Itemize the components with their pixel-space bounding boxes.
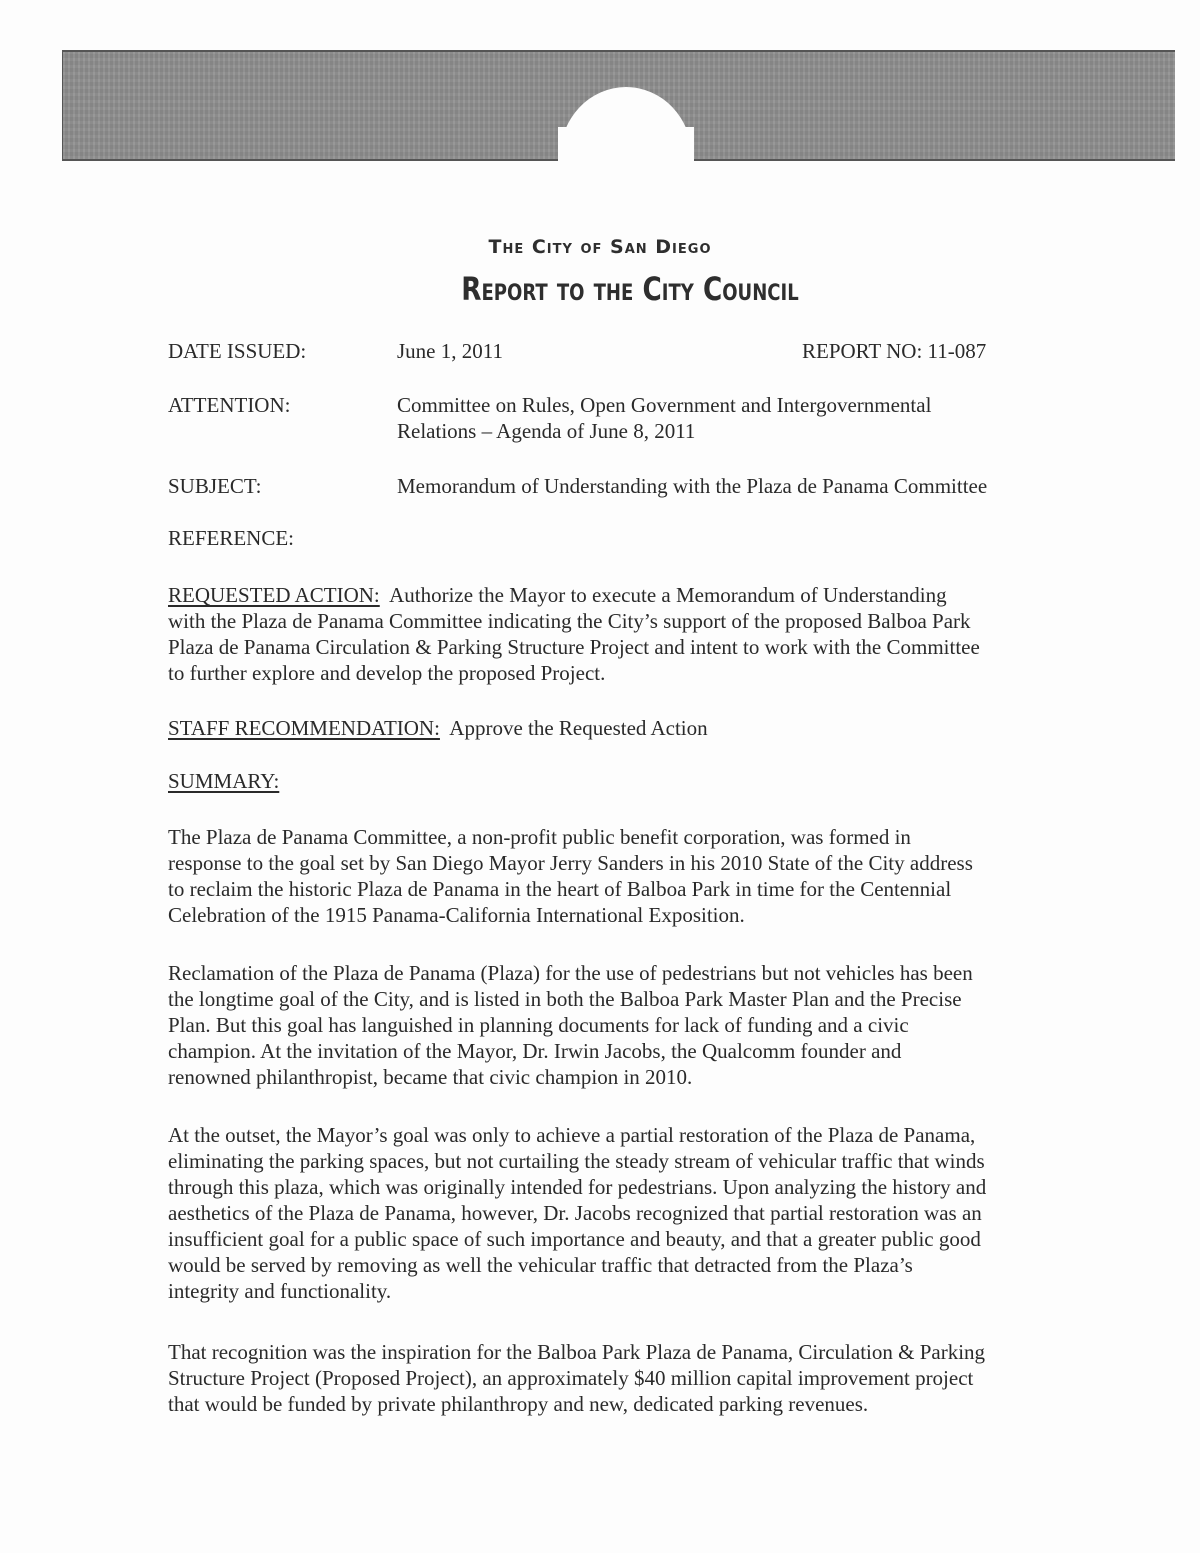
attention-line: Relations – Agenda of June 8, 2011 bbox=[397, 419, 696, 443]
requested-action-line: with the Plaza de Panama Committee indicating the City’s support of the proposed Balboa Park bbox=[168, 609, 971, 633]
paragraph-line: the longtime goal of the City, and is listed in both the Balboa Park Master Plan and the Precise bbox=[168, 987, 962, 1011]
requested-action-section bbox=[168, 582, 1088, 686]
date-issued-value: June 1, 2011 bbox=[397, 339, 503, 363]
staff-recommendation-text: Approve the Requested Action bbox=[449, 716, 708, 740]
paragraph-line: aesthetics of the Plaza de Panama, however, Dr. Jacobs recognized that partial restoration was an bbox=[168, 1201, 982, 1225]
paragraph-line: would be served by removing as well the vehicular traffic that detracted from the Plaza’s bbox=[168, 1253, 913, 1277]
city-name: The City of San Diego bbox=[488, 236, 712, 258]
staff-recommendation-label: STAFF RECOMMENDATION: bbox=[168, 716, 440, 740]
paragraph-line: insufficient goal for a public space of such importance and beauty, and that a greater public good bbox=[168, 1227, 981, 1251]
letterhead-arch bbox=[560, 87, 692, 237]
requested-action-line: Plaza de Panama Circulation & Parking Structure Project and intent to work with the Committee bbox=[168, 635, 980, 659]
summary-paragraph bbox=[168, 960, 1088, 1090]
attention-label: ATTENTION: bbox=[168, 393, 291, 417]
requested-action-text: Authorize the Mayor to execute a Memorandum of Understanding bbox=[389, 583, 947, 607]
letterhead-arch-base bbox=[558, 127, 694, 161]
paragraph-line: The Plaza de Panama Committee, a non-profit public benefit corporation, was formed in bbox=[168, 825, 911, 849]
paragraph-line: That recognition was the inspiration for the Balboa Park Plaza de Panama, Circulation & Parking bbox=[168, 1340, 986, 1364]
paragraph-line: Celebration of the 1915 Panama-California International Exposition. bbox=[168, 903, 745, 927]
paragraph-line: Structure Project (Proposed Project), an approximately $40 million capital improvement project bbox=[168, 1366, 974, 1390]
summary-paragraph bbox=[168, 1339, 1088, 1417]
attention-value bbox=[397, 392, 931, 444]
subject-value: Memorandum of Understanding with the Plaza de Panama Committee bbox=[397, 474, 988, 498]
paragraph-line: champion. At the invitation of the Mayor, Dr. Irwin Jacobs, the Qualcomm founder and bbox=[168, 1039, 902, 1063]
paragraph-line: that would be funded by private philanthropy and new, dedicated parking revenues. bbox=[168, 1392, 869, 1416]
paragraph-line: renowned philanthropist, became that civic champion in 2010. bbox=[168, 1065, 693, 1089]
report-number: REPORT NO: 11-087 bbox=[802, 339, 987, 363]
paragraph-line: to reclaim the historic Plaza de Panama in the heart of Balboa Park in time for the Centennial bbox=[168, 877, 952, 901]
summary-paragraph bbox=[168, 1122, 1088, 1304]
attention-line: Committee on Rules, Open Government and Intergovernmental bbox=[397, 393, 932, 417]
summary-label: SUMMARY: bbox=[168, 769, 280, 793]
paragraph-line: integrity and functionality. bbox=[168, 1279, 392, 1303]
requested-action-line: to further explore and develop the proposed Project. bbox=[168, 661, 606, 685]
staff-recommendation-section bbox=[168, 715, 1088, 741]
subject-label: SUBJECT: bbox=[168, 474, 262, 498]
reference-label: REFERENCE: bbox=[168, 526, 295, 550]
summary-paragraph bbox=[168, 824, 1088, 928]
date-issued-label: DATE ISSUED: bbox=[168, 339, 307, 363]
requested-action-label: REQUESTED ACTION: bbox=[168, 583, 380, 607]
paragraph-line: through this plaza, which was originally intended for pedestrians. Upon analyzing the history and bbox=[168, 1175, 987, 1199]
paragraph-line: Reclamation of the Plaza de Panama (Plaza) for the use of pedestrians but not vehicles has been bbox=[168, 961, 973, 985]
paragraph-line: eliminating the parking spaces, but not curtailing the steady stream of vehicular traffic that winds bbox=[168, 1149, 985, 1173]
paragraph-line: Plan. But this goal has languished in planning documents for lack of funding and a civic bbox=[168, 1013, 909, 1037]
report-title: Report to the City Council bbox=[461, 270, 799, 308]
paragraph-line: At the outset, the Mayor’s goal was only to achieve a partial restoration of the Plaza de Panama, bbox=[168, 1123, 976, 1147]
paragraph-line: response to the goal set by San Diego Mayor Jerry Sanders in his 2010 State of the City address bbox=[168, 851, 973, 875]
